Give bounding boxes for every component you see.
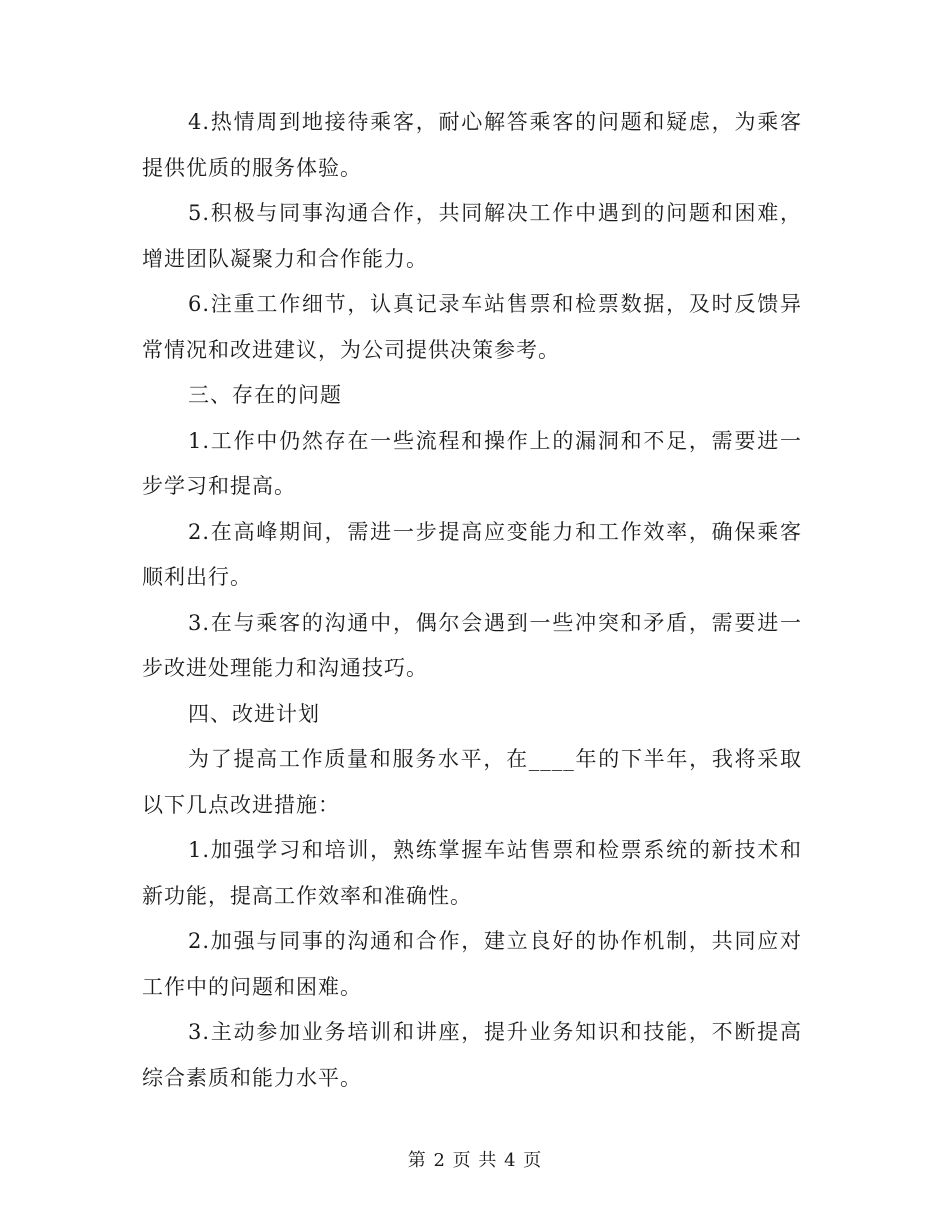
section-heading-improvement-plan: 四、改进计划 (188, 701, 320, 726)
improvement-item-1: 1.加强学习和培训，熟练掌握车站售票和检票系统的新技术和新功能，提高工作效率和准确性。 (142, 838, 802, 908)
page-number-footer: 第 2 页 共 4 页 (407, 1150, 543, 1171)
improvement-intro: 为了提高工作质量和服务水平，在____年的下半年，我将采取以下几点改进措施： (142, 747, 802, 817)
paragraph-item-5: 5.积极与同事沟通合作，共同解决工作中遇到的问题和困难，增进团队凝聚力和合作能力。 (142, 201, 802, 271)
problem-item-2: 2.在高峰期间，需进一步提高应变能力和工作效率，确保乘客顺利出行。 (142, 519, 802, 589)
paragraph-item-6: 6.注重工作细节，认真记录车站售票和检票数据，及时反馈异常情况和改进建议，为公司提供决策参考。 (142, 292, 802, 362)
problem-item-1: 1.工作中仍然存在一些流程和操作上的漏洞和不足，需要进一步学习和提高。 (142, 428, 802, 498)
problem-item-3: 3.在与乘客的沟通中，偶尔会遇到一些冲突和矛盾，需要进一步改进处理能力和沟通技巧。 (142, 610, 802, 680)
improvement-item-2: 2.加强与同事的沟通和合作，建立良好的协作机制，共同应对工作中的问题和困难。 (142, 929, 802, 999)
section-heading-problems: 三、存在的问题 (188, 383, 342, 407)
improvement-item-3: 3.主动参加业务培训和讲座，提升业务知识和技能，不断提高综合素质和能力水平。 (142, 1020, 802, 1090)
document-body (142, 100, 802, 1101)
paragraph-item-4: 4.热情周到地接待乘客，耐心解答乘客的问题和疑虑，为乘客提供优质的服务体验。 (142, 110, 802, 180)
